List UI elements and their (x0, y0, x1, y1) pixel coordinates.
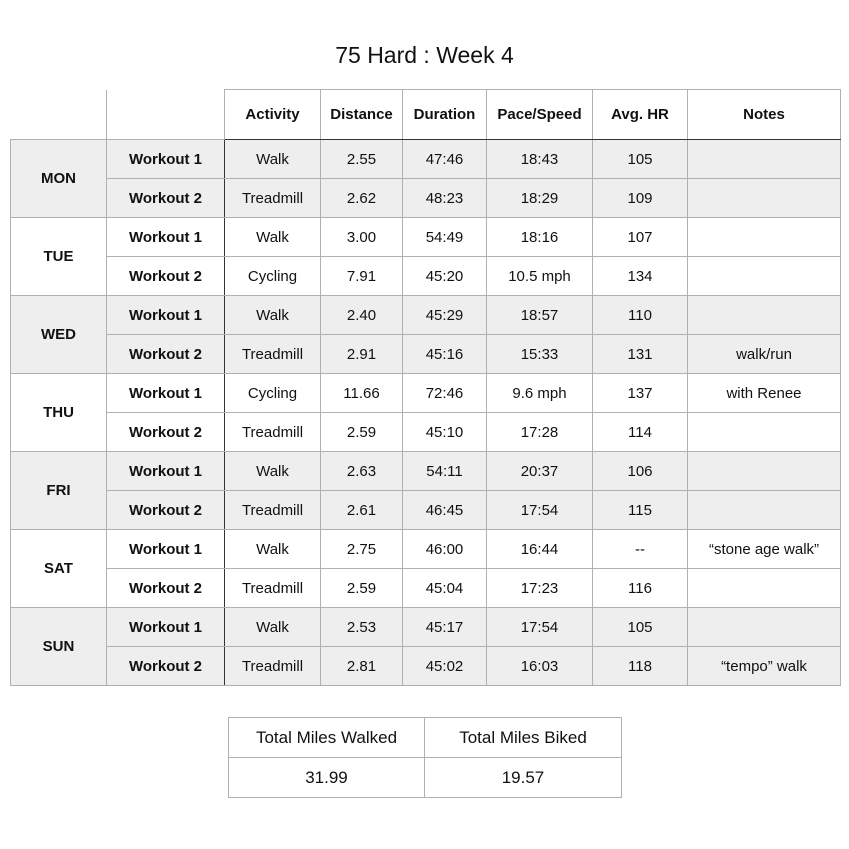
duration-cell: 48:23 (403, 179, 487, 218)
day-label: THU (11, 374, 107, 452)
duration-cell: 54:11 (403, 452, 487, 491)
avg-hr-cell: 105 (593, 140, 688, 179)
workout-label: Workout 2 (107, 179, 225, 218)
avg-hr-cell: 106 (593, 452, 688, 491)
distance-cell: 2.61 (321, 491, 403, 530)
notes-cell (688, 296, 841, 335)
avg-hr-cell: 118 (593, 647, 688, 686)
pace-speed-cell: 10.5 mph (487, 257, 593, 296)
duration-cell: 72:46 (403, 374, 487, 413)
header-distance: Distance (321, 90, 403, 140)
header-notes: Notes (688, 90, 841, 140)
workout-label: Workout 1 (107, 608, 225, 647)
activity-cell: Cycling (225, 257, 321, 296)
avg-hr-cell: 107 (593, 218, 688, 257)
workout-label: Workout 1 (107, 374, 225, 413)
avg-hr-cell: 134 (593, 257, 688, 296)
notes-cell: walk/run (688, 335, 841, 374)
pace-speed-cell: 17:54 (487, 491, 593, 530)
total-miles-biked-value: 19.57 (425, 758, 622, 798)
distance-cell: 3.00 (321, 218, 403, 257)
avg-hr-cell: 110 (593, 296, 688, 335)
day-label: MON (11, 140, 107, 218)
table-row (11, 569, 841, 608)
total-miles-biked-label: Total Miles Biked (425, 718, 622, 758)
distance-cell: 2.91 (321, 335, 403, 374)
notes-cell (688, 140, 841, 179)
avg-hr-cell: 131 (593, 335, 688, 374)
duration-cell: 45:04 (403, 569, 487, 608)
workout-label: Workout 2 (107, 257, 225, 296)
notes-cell: with Renee (688, 374, 841, 413)
notes-cell (688, 608, 841, 647)
table-row (11, 647, 841, 686)
notes-cell (688, 413, 841, 452)
workout-label: Workout 2 (107, 569, 225, 608)
pace-speed-cell: 18:43 (487, 140, 593, 179)
duration-cell: 46:00 (403, 530, 487, 569)
notes-cell (688, 569, 841, 608)
pace-speed-cell: 18:57 (487, 296, 593, 335)
day-label: SAT (11, 530, 107, 608)
header-activity: Activity (225, 90, 321, 140)
activity-cell: Walk (225, 452, 321, 491)
page-title: 75 Hard : Week 4 (335, 42, 514, 68)
table-row (11, 335, 841, 374)
table-row (11, 218, 841, 257)
workout-label: Workout 2 (107, 647, 225, 686)
header-row (11, 90, 841, 140)
header-blank-day (11, 90, 107, 140)
distance-cell: 2.62 (321, 179, 403, 218)
activity-cell: Walk (225, 530, 321, 569)
workout-label: Workout 1 (107, 296, 225, 335)
pace-speed-cell: 18:16 (487, 218, 593, 257)
table-row (11, 452, 841, 491)
activity-cell: Treadmill (225, 179, 321, 218)
activity-cell: Treadmill (225, 569, 321, 608)
notes-cell (688, 452, 841, 491)
distance-cell: 7.91 (321, 257, 403, 296)
activity-cell: Walk (225, 296, 321, 335)
avg-hr-cell: 115 (593, 491, 688, 530)
distance-cell: 2.59 (321, 569, 403, 608)
duration-cell: 45:20 (403, 257, 487, 296)
distance-cell: 2.63 (321, 452, 403, 491)
workout-label: Workout 1 (107, 452, 225, 491)
pace-speed-cell: 16:03 (487, 647, 593, 686)
distance-cell: 2.53 (321, 608, 403, 647)
header-avg-hr: Avg. HR (593, 90, 688, 140)
duration-cell: 45:10 (403, 413, 487, 452)
workout-label: Workout 1 (107, 140, 225, 179)
table-row (11, 491, 841, 530)
total-miles-walked-value: 31.99 (229, 758, 425, 798)
day-label: WED (11, 296, 107, 374)
avg-hr-cell: 109 (593, 179, 688, 218)
header-duration: Duration (403, 90, 487, 140)
notes-cell (688, 179, 841, 218)
activity-cell: Cycling (225, 374, 321, 413)
distance-cell: 2.59 (321, 413, 403, 452)
avg-hr-cell: 114 (593, 413, 688, 452)
activity-cell: Treadmill (225, 335, 321, 374)
workout-label: Workout 2 (107, 335, 225, 374)
table-row (11, 140, 841, 179)
duration-cell: 47:46 (403, 140, 487, 179)
distance-cell: 2.55 (321, 140, 403, 179)
notes-cell (688, 257, 841, 296)
notes-cell (688, 491, 841, 530)
workout-label: Workout 2 (107, 413, 225, 452)
avg-hr-cell: 137 (593, 374, 688, 413)
pace-speed-cell: 18:29 (487, 179, 593, 218)
day-label: FRI (11, 452, 107, 530)
duration-cell: 54:49 (403, 218, 487, 257)
pace-speed-cell: 16:44 (487, 530, 593, 569)
table-row (11, 257, 841, 296)
distance-cell: 2.81 (321, 647, 403, 686)
log-body (11, 140, 841, 686)
duration-cell: 45:16 (403, 335, 487, 374)
workout-label: Workout 1 (107, 530, 225, 569)
duration-cell: 45:29 (403, 296, 487, 335)
total-miles-walked-label: Total Miles Walked (229, 718, 425, 758)
table-row (11, 296, 841, 335)
header-pace-speed: Pace/Speed (487, 90, 593, 140)
duration-cell: 45:02 (403, 647, 487, 686)
activity-cell: Treadmill (225, 413, 321, 452)
day-label: SUN (11, 608, 107, 686)
header-blank-workout (107, 90, 225, 140)
table-row (11, 413, 841, 452)
totals-value-row (229, 758, 622, 798)
avg-hr-cell: 116 (593, 569, 688, 608)
distance-cell: 11.66 (321, 374, 403, 413)
notes-cell: “stone age walk” (688, 530, 841, 569)
avg-hr-cell: 105 (593, 608, 688, 647)
activity-cell: Treadmill (225, 647, 321, 686)
table-row (11, 374, 841, 413)
pace-speed-cell: 15:33 (487, 335, 593, 374)
table-row (11, 179, 841, 218)
workout-log-table (10, 89, 841, 686)
totals-header-row (229, 718, 622, 758)
duration-cell: 46:45 (403, 491, 487, 530)
pace-speed-cell: 17:54 (487, 608, 593, 647)
duration-cell: 45:17 (403, 608, 487, 647)
pace-speed-cell: 17:28 (487, 413, 593, 452)
totals-table (228, 717, 622, 798)
distance-cell: 2.40 (321, 296, 403, 335)
pace-speed-cell: 20:37 (487, 452, 593, 491)
workout-label: Workout 2 (107, 491, 225, 530)
notes-cell: “tempo” walk (688, 647, 841, 686)
table-row (11, 530, 841, 569)
activity-cell: Treadmill (225, 491, 321, 530)
workout-label: Workout 1 (107, 218, 225, 257)
table-row (11, 608, 841, 647)
activity-cell: Walk (225, 218, 321, 257)
pace-speed-cell: 17:23 (487, 569, 593, 608)
avg-hr-cell: -- (593, 530, 688, 569)
distance-cell: 2.75 (321, 530, 403, 569)
pace-speed-cell: 9.6 mph (487, 374, 593, 413)
day-label: TUE (11, 218, 107, 296)
activity-cell: Walk (225, 140, 321, 179)
activity-cell: Walk (225, 608, 321, 647)
notes-cell (688, 218, 841, 257)
